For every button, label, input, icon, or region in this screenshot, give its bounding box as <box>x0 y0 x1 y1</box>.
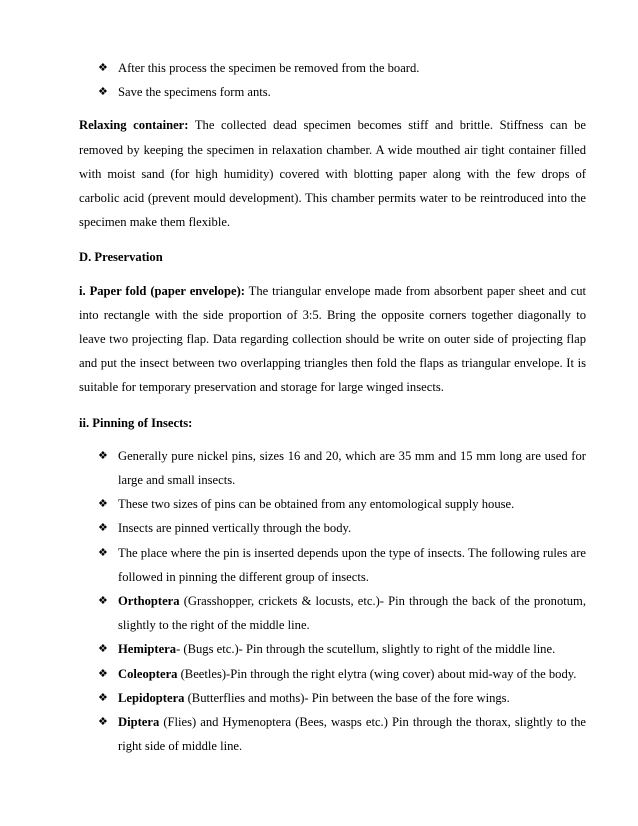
diamond-bullet-icon: ❖ <box>98 667 108 680</box>
list-item-coleoptera <box>98 662 586 686</box>
list-item-lepidoptera <box>98 686 586 710</box>
list-item-hemiptera <box>98 637 586 661</box>
section-heading-preservation: D. Preservation <box>79 250 163 265</box>
section-heading-pinning: ii. Pinning of Insects: <box>79 415 193 430</box>
list-item <box>98 444 586 492</box>
order-term: Diptera <box>118 715 160 730</box>
list-item <box>98 56 586 80</box>
order-text: - (Bugs etc.)- Pin through the scutellum, slightly to right of the middle line. <box>176 642 556 657</box>
relaxing-container-text: The collected dead specimen becomes stiff and brittle. Stiffness can be removed by keeping the specimen in relaxation chamber. A wide mouthed air tight container filled with moist sand (for high humidity) covered with blotting paper along with the few drops of carbolic acid (prevent mould development). This chamber permits water to be reintroduced into the specimen make them flexible. <box>79 118 587 230</box>
diamond-bullet-icon: ❖ <box>98 62 108 74</box>
list-item-text: Insects are pinned vertically through the body. <box>118 521 352 536</box>
list-item <box>98 541 586 589</box>
paper-fold-label: i. Paper fold (paper envelope): <box>79 283 245 298</box>
diamond-bullet-icon: ❖ <box>98 691 108 704</box>
list-item-text: These two sizes of pins can be obtained from any entomological supply house. <box>118 497 515 512</box>
list-item <box>98 80 586 104</box>
list-item-text: After this process the specimen be removed from the board. <box>118 61 420 75</box>
order-text: (Grasshopper, crickets & locusts, etc.)- Pin through the back of the pronotum, slightly to the right of the middle line. <box>118 594 586 633</box>
diamond-bullet-icon: ❖ <box>98 498 108 511</box>
top-bullet-list <box>79 56 586 104</box>
list-item <box>98 492 586 516</box>
list-item-text: Save the specimens form ants. <box>118 85 271 100</box>
list-item-diptera <box>98 710 586 758</box>
relaxing-container-label: Relaxing container: <box>79 118 189 133</box>
diamond-bullet-icon: ❖ <box>98 643 108 656</box>
diamond-bullet-icon: ❖ <box>98 546 108 559</box>
order-term: Hemiptera <box>118 642 177 657</box>
diamond-bullet-icon: ❖ <box>98 86 108 99</box>
order-text: (Butterflies and moths)- Pin between the base of the fore wings. <box>184 690 510 705</box>
order-term: Coleoptera <box>118 666 178 681</box>
diamond-bullet-icon: ❖ <box>98 595 108 608</box>
diamond-bullet-icon: ❖ <box>98 522 108 535</box>
order-text: (Beetles)-Pin through the right elytra (wing cover) about mid-way of the body. <box>177 666 577 681</box>
relaxing-container-paragraph <box>79 113 586 234</box>
pinning-bullet-list <box>79 444 586 759</box>
list-item-text: Generally pure nickel pins, sizes 16 and 20, which are 35 mm and 15 mm long are used for large and small insects. <box>118 448 586 488</box>
paper-fold-paragraph <box>79 279 586 400</box>
order-term: Lepidoptera <box>118 690 185 705</box>
diamond-bullet-icon: ❖ <box>98 716 108 729</box>
paper-fold-text: The triangular envelope made from absorbent paper sheet and cut into rectangle with the side proportion of 3:5. Bring the opposite corners together diagonally to leave two projecting flap. Data regarding collection should be write on outer side of projecting flap and put the insect between two overlapping triangles then fold the flaps as triangular envelope. It is suitable for temporary preservation and storage for large winged insects. <box>79 283 587 395</box>
list-item <box>98 516 586 540</box>
diamond-bullet-icon: ❖ <box>98 449 108 462</box>
list-item-text: The place where the pin is inserted depends upon the type of insects. The following rules are followed in pinning the different group of insects. <box>118 545 586 584</box>
list-item-orthoptera <box>98 589 586 637</box>
order-term: Orthoptera <box>118 594 180 609</box>
order-text: (Flies) and Hymenoptera (Bees, wasps etc.) Pin through the thorax, slightly to the right side of middle line. <box>118 715 586 754</box>
